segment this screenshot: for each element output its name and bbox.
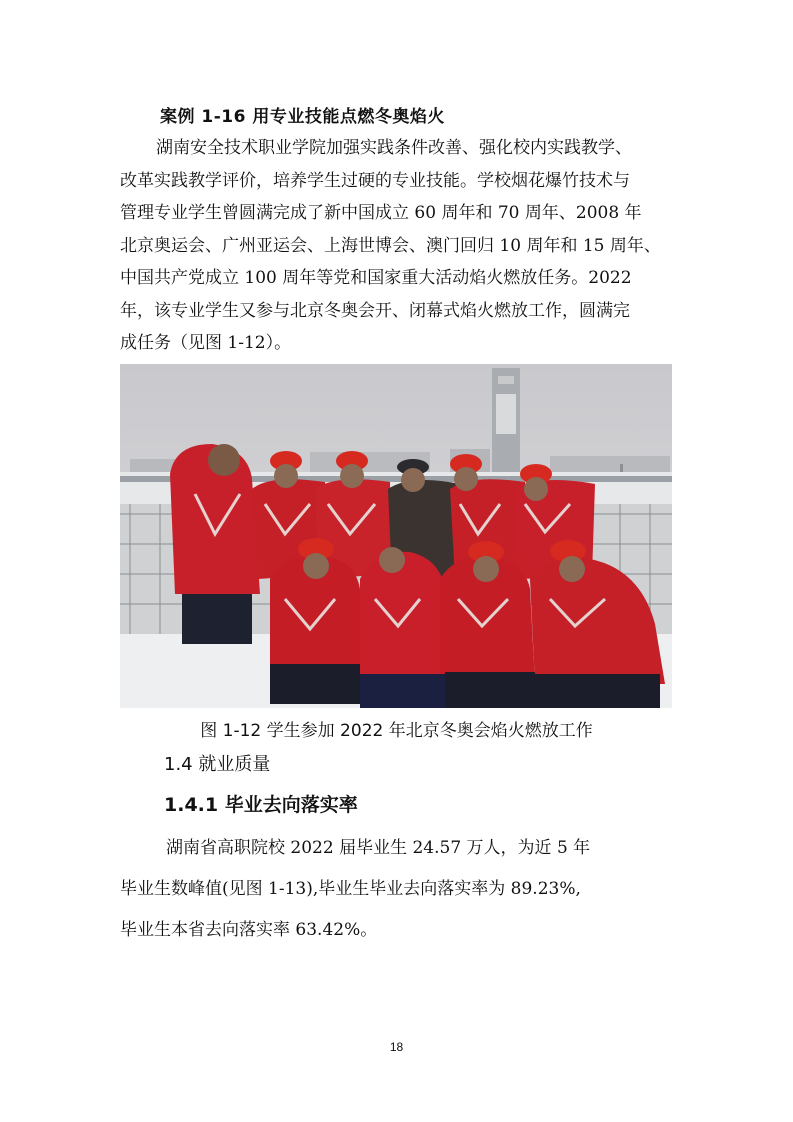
page-number: 18 — [389, 1040, 404, 1054]
subsection-heading: 1.4.1 毕业去向落实率 — [164, 794, 358, 816]
case-paragraph — [120, 132, 680, 360]
paragraph-line: 北京奥运会、广州亚运会、上海世博会、澳门回归 10 周年和 15 周年、 — [120, 235, 661, 256]
group-photo — [120, 364, 672, 708]
paragraph-line: 湖南省高职院校 2022 届毕业生 24.57 万人，为近 5 年 — [166, 838, 591, 858]
figure-caption: 图 1-12 学生参加 2022 年北京冬奥会焰火燃放工作 — [200, 721, 593, 741]
paragraph-line: 中国共产党成立 100 周年等党和国家重大活动焰火燃放任务。2022 — [120, 268, 632, 288]
paragraph-line: 成任务（见图 1-12）。 — [120, 333, 292, 353]
paragraph-line: 年，该专业学生又参与北京冬奥会开、闭幕式焰火燃放工作，圆满完 — [120, 300, 630, 321]
case-title: 案例 1-16 用专业技能点燃冬奥焰火 — [160, 107, 445, 127]
paragraph-line: 改革实践教学评价，培养学生过硬的专业技能。学校烟花爆竹技术与 — [120, 170, 630, 191]
paragraph-line: 湖南安全技术职业学院加强实践条件改善、强化校内实践教学、 — [156, 138, 632, 158]
section-heading: 1.4 就业质量 — [164, 754, 271, 775]
paragraph-line: 毕业生数峰值(见图 1-13),毕业生毕业去向落实率为 89.23%, — [120, 879, 581, 899]
paragraph-line: 毕业生本省去向落实率 63.42%。 — [120, 920, 378, 940]
employment-paragraph — [120, 828, 680, 951]
paragraph-line: 管理专业学生曾圆满完成了新中国成立 60 周年和 70 周年、2008 年 — [120, 203, 642, 223]
group-photo-illustration — [120, 364, 672, 708]
